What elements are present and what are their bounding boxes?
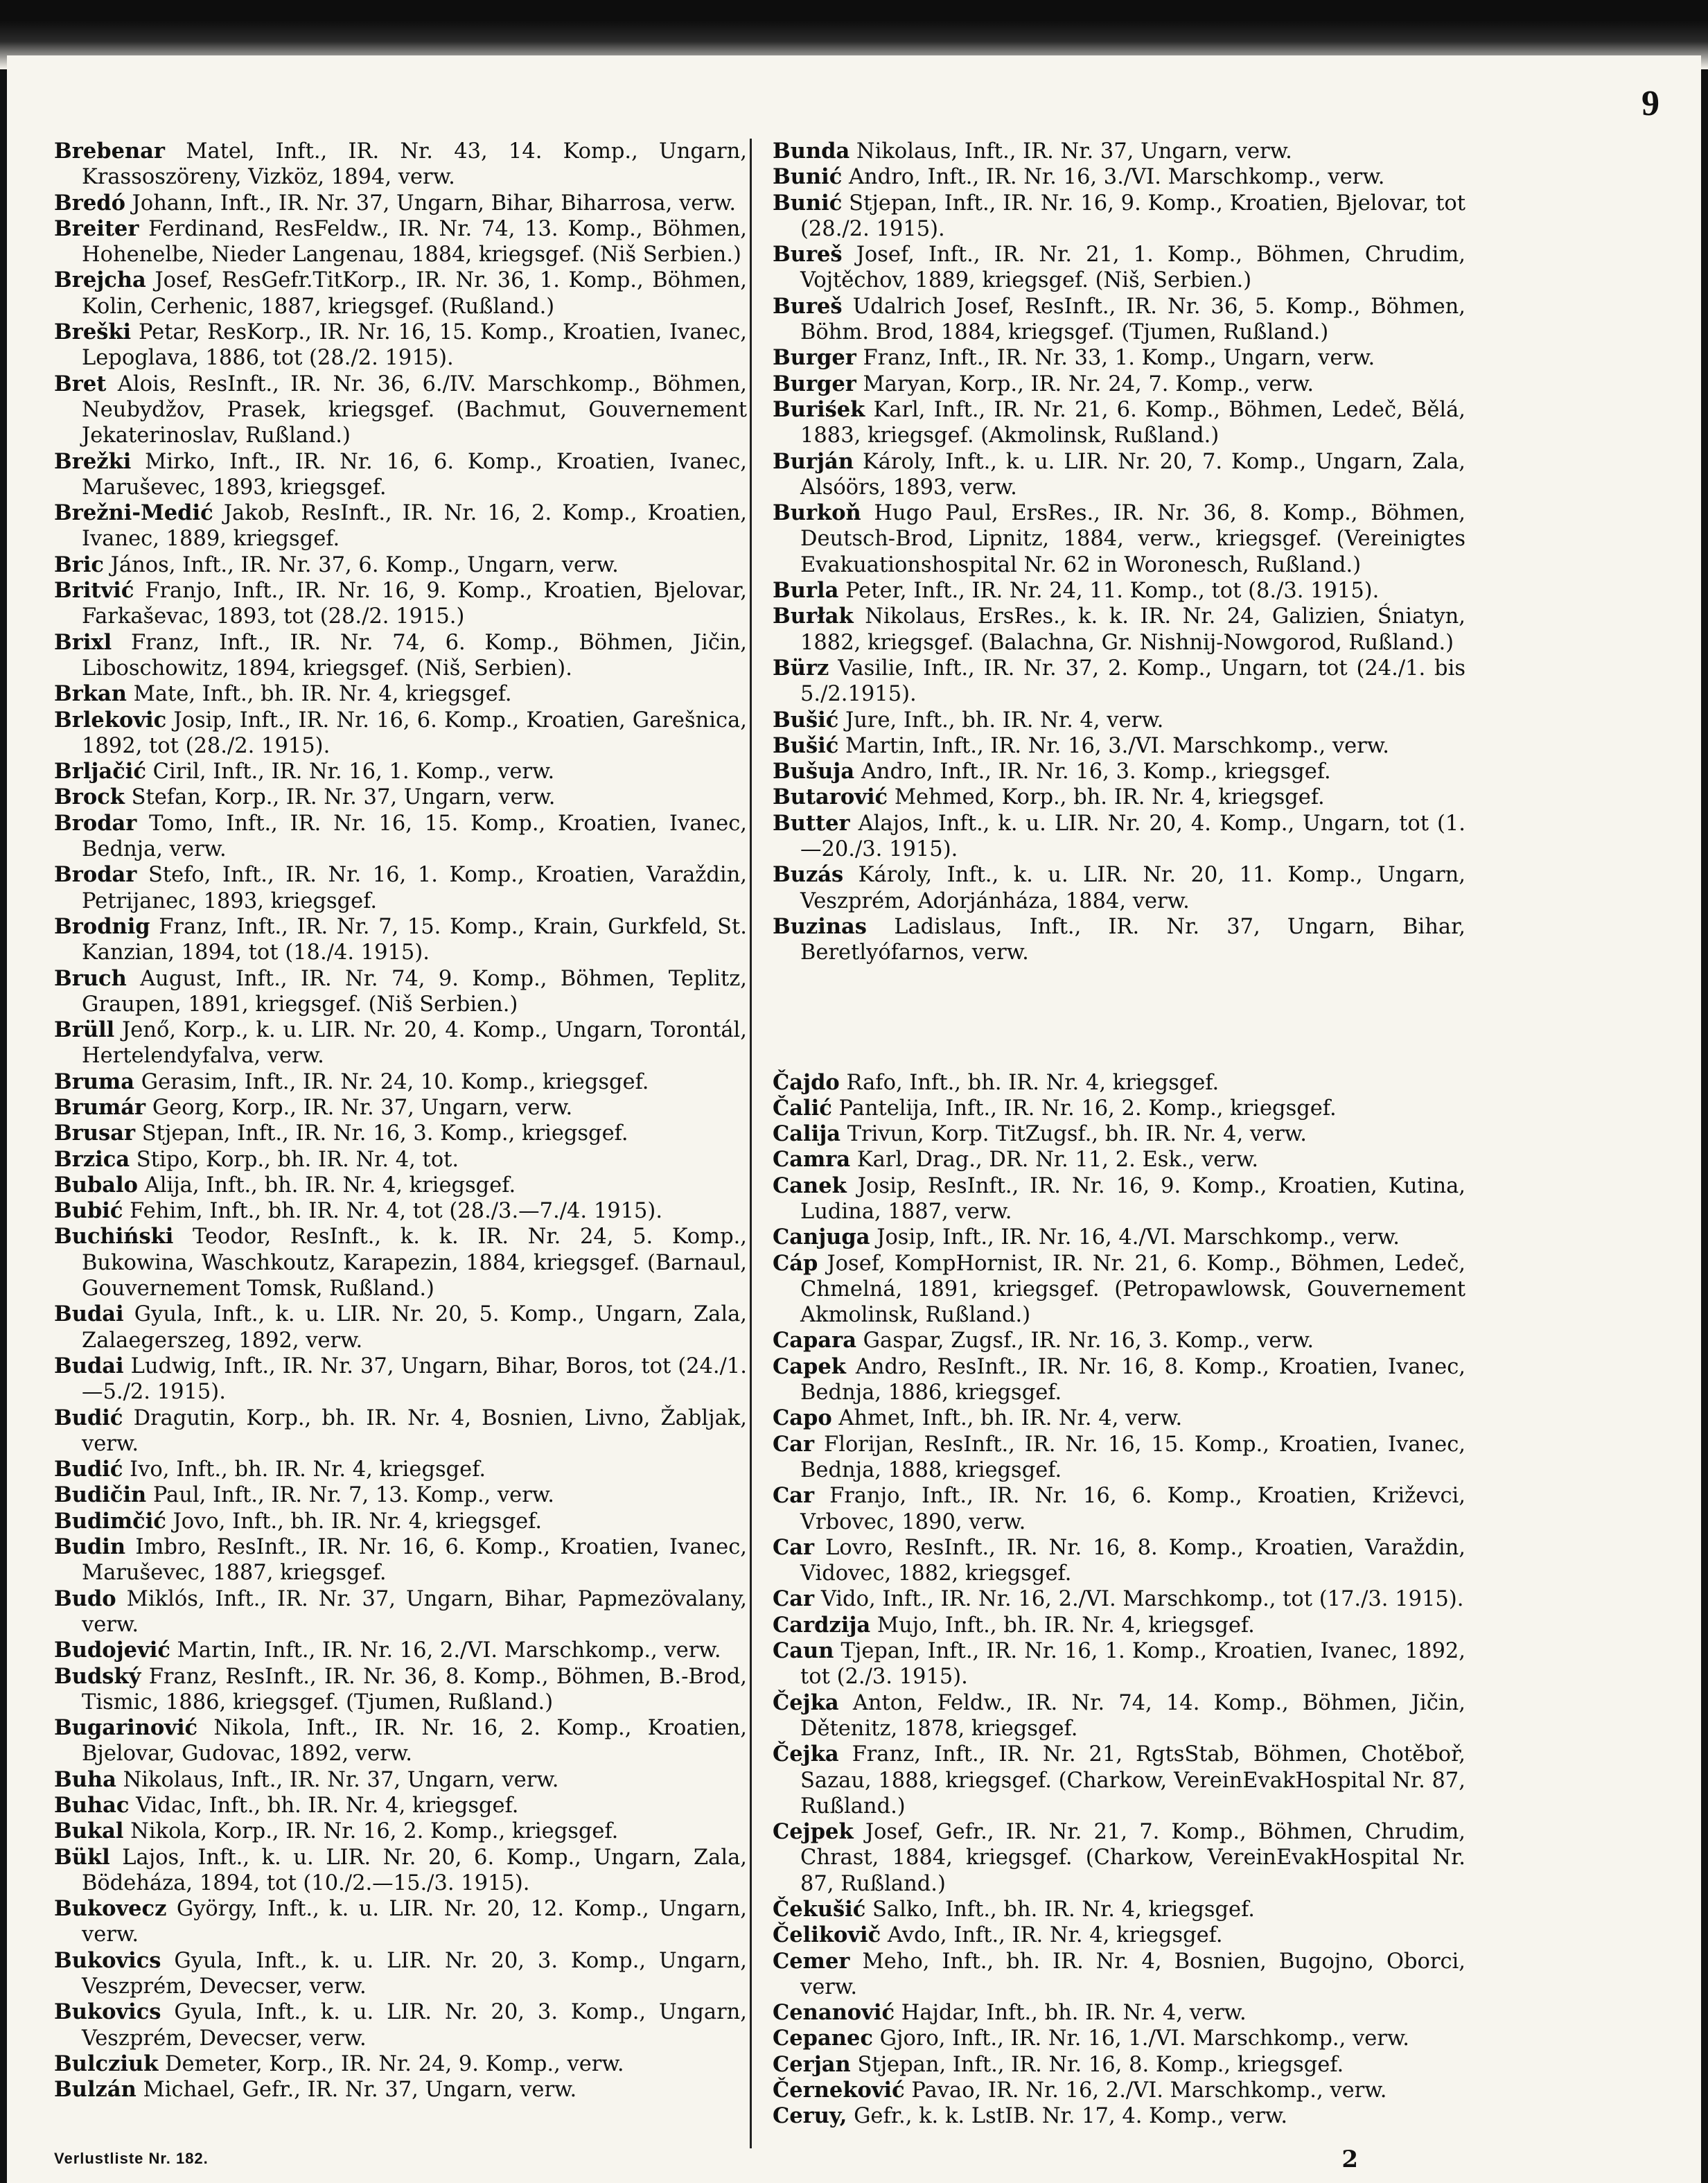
list-entry xyxy=(54,1405,747,1457)
list-entry xyxy=(54,1457,747,1482)
entry-details: Vido, Inft., IR. Nr. 16, 2./VI. Marschkomp., tot (17./3. 1915). xyxy=(820,1587,1464,1612)
list-entry xyxy=(54,630,747,682)
entry-surname: Breški xyxy=(54,319,132,345)
entry-surname: Budo xyxy=(54,1586,116,1611)
entry-surname: Brumár xyxy=(54,1094,146,1120)
entry-details: Mate, Inft., bh. IR. Nr. 4, kriegsgef. xyxy=(133,682,512,707)
entry-surname: Budai xyxy=(54,1301,124,1327)
list-entry xyxy=(773,578,1465,604)
page-sheet xyxy=(7,55,1701,2183)
entry-surname: Brežni-Medić xyxy=(54,500,213,526)
entry-surname: Bredó xyxy=(54,190,125,216)
entry-surname: Bric xyxy=(54,552,105,577)
entry-details: Nikolaus, Inft., IR. Nr. 37, Ungarn, verw. xyxy=(123,1767,559,1792)
entry-details: Josef, ResGefr.TitKorp., IR. Nr. 36, 1. Komp., Böhmen, Kolin, Cerhenic, 1887, kriegsgef. (Rußland.) xyxy=(82,268,747,319)
entry-surname: Černeković xyxy=(773,2078,905,2103)
list-entry xyxy=(54,1069,747,1095)
list-entry xyxy=(54,1482,747,1508)
list-entry xyxy=(54,1121,747,1146)
entry-surname: Ceruy, xyxy=(773,2103,847,2129)
list-entry xyxy=(54,1017,747,1069)
list-entry xyxy=(54,500,747,552)
entry-details: Vasilie, Inft., IR. Nr. 37, 2. Komp., Ungarn, tot (24./1. bis 5./2.1915). xyxy=(800,656,1465,707)
list-entry xyxy=(773,1096,1465,1121)
entry-details: Josip, ResInft., IR. Nr. 16, 9. Komp., Kroatien, Kutina, Ludina, 1887, verw. xyxy=(800,1173,1465,1224)
list-entry xyxy=(773,449,1465,501)
list-entry xyxy=(773,1535,1465,1587)
entry-surname: Bulcziuk xyxy=(54,2051,159,2076)
list-entry xyxy=(773,500,1465,578)
entry-surname: Brlekovic xyxy=(54,707,167,733)
list-entry xyxy=(54,681,747,707)
entry-details: Károly, Inft., k. u. LIR. Nr. 20, 7. Komp., Ungarn, Zala, Alsóörs, 1893, verw. xyxy=(800,449,1465,500)
list-entry xyxy=(54,1586,747,1638)
entry-details: György, Inft., k. u. LIR. Nr. 20, 12. Komp., Ungarn, verw. xyxy=(82,1897,747,1947)
entry-details: Alija, Inft., bh. IR. Nr. 4, kriegsgef. xyxy=(144,1173,516,1198)
entry-surname: Čalić xyxy=(773,1095,832,1121)
entry-details: Ladislaus, Inft., IR. Nr. 37, Ungarn, Bihar, Beretlyófarnos, verw. xyxy=(800,914,1465,965)
entry-details: Paul, Inft., IR. Nr. 7, 13. Komp., verw. xyxy=(152,1483,554,1508)
entry-surname: Bušuja xyxy=(773,759,855,784)
entry-details: Ferdinand, ResFeldw., IR. Nr. 74, 13. Komp., Böhmen, Hohenelbe, Nieder Langenau, 1884, kriegsgef. (Niš Serbien.) xyxy=(82,216,747,268)
list-entry xyxy=(773,294,1465,346)
entry-details: Dragutin, Korp., bh. IR. Nr. 4, Bosnien, Livno, Žabljak, verw. xyxy=(82,1405,747,1456)
entry-details: Josip, Inft., IR. Nr. 16, 6. Komp., Kroatien, Garešnica, 1892, tot (28./2. 1915). xyxy=(82,708,747,758)
entry-surname: Bukovecz xyxy=(54,1896,167,1922)
entry-surname: Bret xyxy=(54,371,107,396)
list-entry xyxy=(773,1173,1465,1225)
list-entry xyxy=(773,1251,1465,1329)
entry-details: Petar, ResKorp., IR. Nr. 16, 15. Komp., Kroatien, Ivanec, Lepoglava, 1886, tot (28./2. 1915). xyxy=(82,320,748,371)
list-entry xyxy=(54,1301,747,1353)
entry-details: Jenő, Korp., k. u. LIR. Nr. 20, 4. Komp., Ungarn, Torontál, Hertelendyfalva, verw. xyxy=(82,1018,747,1069)
list-entry xyxy=(773,1432,1465,1484)
list-entry xyxy=(773,139,1465,164)
entry-details: Josef, Inft., IR. Nr. 21, 1. Komp., Böhmen, Chrudim, Vojtěchov, 1889, kriegsgef. (Niš, Serbien.) xyxy=(800,243,1465,293)
entry-details: Miklós, Inft., IR. Nr. 37, Ungarn, Bihar, Papmezövalany, verw. xyxy=(82,1586,747,1637)
entry-surname: Buha xyxy=(54,1766,116,1792)
entry-details: Georg, Korp., IR. Nr. 37, Ungarn, verw. xyxy=(152,1095,573,1120)
list-entry xyxy=(54,1948,747,2000)
entry-details: Nikolaus, ErsRes., k. k. IR. Nr. 24, Galizien, Śniatyn, 1882, kriegsgef. (Balachna, Gr. Nishnij-Nowgorod, Rußland.) xyxy=(800,604,1466,655)
list-entry xyxy=(773,1147,1465,1173)
entry-surname: Bürz xyxy=(773,655,829,681)
entry-details: Lovro, ResInft., IR. Nr. 16, 8. Komp., Kroatien, Varaždin, Vidovec, 1882, kriegsgef. xyxy=(800,1535,1465,1586)
entry-surname: Cemer xyxy=(773,1948,850,1974)
list-entry xyxy=(54,552,747,578)
entry-details: Anton, Feldw., IR. Nr. 74, 14. Komp., Böhmen, Jičin, Dětenitz, 1878, kriegsgef. xyxy=(800,1690,1465,1741)
entry-surname: Buchiński xyxy=(54,1224,174,1250)
list-entry xyxy=(773,1922,1465,1948)
list-entry xyxy=(773,1613,1465,1638)
entry-surname: Burłak xyxy=(773,604,854,629)
entry-details: Demeter, Korp., IR. Nr. 24, 9. Komp., verw. xyxy=(165,2051,624,2076)
entry-details: Mirko, Inft., IR. Nr. 16, 6. Komp., Kroatien, Ivanec, Maruševec, 1893, kriegsgef. xyxy=(82,449,748,500)
entry-surname: Burla xyxy=(773,578,839,604)
entry-surname: Canjuga xyxy=(773,1225,870,1250)
list-entry xyxy=(54,1845,747,1897)
entry-surname: Calija xyxy=(773,1121,841,1147)
entry-details: Franz, Inft., IR. Nr. 21, RgtsStab, Böhmen, Chotěboř, Sazau, 1888, kriegsgef. (Charkow, VereinEvakHospital Nr. 87, Rußland.) xyxy=(800,1742,1466,1818)
right-column xyxy=(773,139,1465,2130)
entry-details: Fehim, Inft., bh. IR. Nr. 4, tot (28./3.—7./4. 1915). xyxy=(130,1199,663,1224)
entry-surname: Bunić xyxy=(773,164,843,190)
list-entry xyxy=(773,345,1465,371)
entry-details: Jure, Inft., bh. IR. Nr. 4, verw. xyxy=(845,708,1164,733)
left-column xyxy=(54,139,747,2103)
list-entry xyxy=(54,1818,747,1844)
list-entry xyxy=(773,191,1465,243)
list-entry xyxy=(773,1483,1465,1535)
entry-details: Michael, Gefr., IR. Nr. 37, Ungarn, verw. xyxy=(143,2078,577,2103)
list-entry xyxy=(773,2103,1465,2129)
entry-details: Gerasim, Inft., IR. Nr. 24, 10. Komp., kriegsgef. xyxy=(141,1069,649,1094)
entry-surname: Britvić xyxy=(54,578,134,604)
entry-details: Franz, Inft., IR. Nr. 33, 1. Komp., Ungarn, verw. xyxy=(863,346,1375,371)
entry-surname: Butter xyxy=(773,810,850,836)
list-entry xyxy=(773,1949,1465,2001)
entry-surname: Bükl xyxy=(54,1844,110,1870)
list-entry xyxy=(54,862,747,914)
list-entry xyxy=(773,733,1465,759)
entry-surname: Bukovics xyxy=(54,1947,161,1973)
entry-surname: Budojević xyxy=(54,1638,170,1663)
entry-surname: Capo xyxy=(773,1405,832,1431)
entry-details: Stipo, Korp., bh. IR. Nr. 4, tot. xyxy=(136,1147,459,1172)
list-entry xyxy=(773,708,1465,733)
entry-surname: Budić xyxy=(54,1457,123,1482)
list-entry xyxy=(54,1664,747,1716)
list-entry xyxy=(54,139,747,191)
entry-surname: Budin xyxy=(54,1534,126,1560)
entry-surname: Cáp xyxy=(773,1250,818,1276)
list-entry xyxy=(773,862,1465,914)
list-entry xyxy=(54,449,747,501)
entry-details: Alois, ResInft., IR. Nr. 36, 6./IV. Marschkomp., Böhmen, Neubydžov, Prasek, kriegsgef. (Bachmut, Gouvernement Jekaterinoslav, Rußland.) xyxy=(82,371,747,448)
entry-details: Ciril, Inft., IR. Nr. 16, 1. Komp., verw. xyxy=(152,760,555,784)
entry-surname: Cenanović xyxy=(773,2000,895,2026)
entry-details: Ivo, Inft., bh. IR. Nr. 4, kriegsgef. xyxy=(130,1457,486,1482)
entry-surname: Brejcha xyxy=(54,268,146,293)
footer-issue-label: Verlustliste Nr. 182. xyxy=(54,2150,209,2167)
entry-surname: Brüll xyxy=(54,1017,115,1043)
entry-details: August, Inft., IR. Nr. 74, 9. Komp., Böhmen, Teplitz, Graupen, 1891, kriegsgef. (Niš Serbien.) xyxy=(82,966,748,1017)
section-gap xyxy=(773,966,1465,1070)
entry-surname: Buhac xyxy=(54,1793,130,1818)
entry-surname: Brkan xyxy=(54,681,127,707)
entry-details: Gyula, Inft., k. u. LIR. Nr. 20, 3. Komp., Ungarn, Veszprém, Devecser, verw. xyxy=(82,1948,747,1999)
list-entry xyxy=(54,759,747,784)
list-entry xyxy=(773,1328,1465,1353)
entry-surname: Brixl xyxy=(54,629,112,655)
entry-details: Franjo, Inft., IR. Nr. 16, 9. Komp., Kroatien, Bjelovar, Farkaševac, 1893, tot (28./2. 1915.) xyxy=(82,579,747,629)
list-entry xyxy=(773,1070,1465,1096)
entry-surname: Bruma xyxy=(54,1069,135,1094)
list-entry xyxy=(773,1819,1465,1897)
list-entry xyxy=(54,1509,747,1534)
entry-surname: Brusar xyxy=(54,1121,136,1146)
entry-surname: Čejka xyxy=(773,1690,839,1715)
entry-details: Avdo, Inft., IR. Nr. 4, kriegsgef. xyxy=(887,1923,1223,1948)
entry-details: Johann, Inft., IR. Nr. 37, Ungarn, Bihar, Biharrosa, verw. xyxy=(132,191,737,216)
list-entry xyxy=(773,759,1465,784)
entry-details: Gefr., k. k. LstIB. Nr. 17, 4. Komp., verw. xyxy=(854,2104,1288,2129)
entry-details: Karl, Inft., IR. Nr. 21, 6. Komp., Böhmen, Ledeč, Bělá, 1883, kriegsgef. (Akmolinsk, Rußland.) xyxy=(800,397,1465,448)
entry-surname: Burján xyxy=(773,448,854,474)
list-entry xyxy=(773,2026,1465,2051)
list-entry xyxy=(773,1405,1465,1431)
list-entry xyxy=(773,2078,1465,2103)
list-entry xyxy=(54,216,747,268)
entry-surname: Brodar xyxy=(54,810,137,836)
list-entry xyxy=(54,2051,747,2077)
entry-details: Josef, KompHornist, IR. Nr. 21, 6. Komp., Böhmen, Ledeč, Chmelná, 1891, kriegsgef. (Petropawlowsk, Gouvernement Akmolinsk, Rußland.) xyxy=(800,1251,1465,1328)
list-entry xyxy=(54,1896,747,1948)
entry-surname: Bukal xyxy=(54,1818,124,1844)
list-entry xyxy=(773,1690,1465,1742)
entry-details: Stjepan, Inft., IR. Nr. 16, 9. Komp., Kroatien, Bjelovar, tot (28./2. 1915). xyxy=(800,191,1465,241)
entry-surname: Burkoň xyxy=(773,500,861,526)
entry-details: Lajos, Inft., k. u. LIR. Nr. 20, 6. Komp., Ungarn, Zala, Bödeháza, 1894, tot (10./2.—15./3. 1915). xyxy=(82,1845,747,1895)
entry-surname: Budičin xyxy=(54,1482,147,1508)
entry-details: Nikola, Inft., IR. Nr. 16, 2. Komp., Kroatien, Bjelovar, Gudovac, 1892, verw. xyxy=(82,1716,747,1766)
page-number: 9 xyxy=(1641,84,1659,123)
list-entry xyxy=(54,371,747,449)
entry-details: Salko, Inft., bh. IR. Nr. 4, kriegsgef. xyxy=(872,1897,1255,1922)
list-entry xyxy=(773,2000,1465,2026)
entry-details: Gjoro, Inft., IR. Nr. 16, 1./VI. Marschkomp., verw. xyxy=(879,2026,1410,2051)
list-entry xyxy=(773,242,1465,294)
list-entry xyxy=(54,319,747,371)
entry-surname: Breiter xyxy=(54,216,139,241)
entry-details: Stjepan, Inft., IR. Nr. 16, 8. Komp., kriegsgef. xyxy=(857,2052,1344,2077)
list-entry xyxy=(54,1534,747,1586)
entry-surname: Bukovics xyxy=(54,1999,161,2025)
entry-details: Pavao, IR. Nr. 16, 2./VI. Marschkomp., verw. xyxy=(911,2078,1387,2103)
entry-details: Tomo, Inft., IR. Nr. 16, 15. Komp., Kroatien, Ivanec, Bednja, verw. xyxy=(82,811,747,862)
list-entry xyxy=(773,1897,1465,1922)
entry-details: Károly, Inft., k. u. LIR. Nr. 20, 11. Komp., Ungarn, Veszprém, Adorjánháza, 1884, verw. xyxy=(800,863,1465,913)
entry-details: Udalrich Josef, ResInft., IR. Nr. 36, 5. Komp., Böhmen, Böhm. Brod, 1884, kriegsgef. (Tjumen, Rußland.) xyxy=(800,294,1465,345)
list-entry xyxy=(54,784,747,810)
entry-details: Jakob, ResInft., IR. Nr. 16, 2. Komp., Kroatien, Ivanec, 1889, kriegsgef. xyxy=(82,501,747,552)
entry-surname: Čajdo xyxy=(773,1069,840,1095)
entry-details: Meho, Inft., bh. IR. Nr. 4, Bosnien, Bugojno, Oborci, verw. xyxy=(800,1949,1465,1999)
entry-surname: Brock xyxy=(54,784,125,810)
entry-surname: Canek xyxy=(773,1173,847,1198)
entry-details: Andro, ResInft., IR. Nr. 16, 8. Komp., Kroatien, Ivanec, Bednja, 1886, kriegsgef. xyxy=(800,1354,1465,1405)
list-entry xyxy=(54,914,747,966)
entry-surname: Brodar xyxy=(54,862,137,888)
entry-surname: Brljačić xyxy=(54,759,146,784)
list-entry xyxy=(54,1173,747,1198)
entry-details: Andro, Inft., IR. Nr. 16, 3./VI. Marschkomp., verw. xyxy=(849,165,1385,190)
list-entry xyxy=(54,2077,747,2103)
list-entry xyxy=(54,1715,747,1767)
entry-surname: Budský xyxy=(54,1663,141,1689)
entry-surname: Brodnig xyxy=(54,913,150,939)
entry-surname: Bunda xyxy=(773,139,850,164)
entry-details: Mujo, Inft., bh. IR. Nr. 4, kriegsgef. xyxy=(877,1613,1255,1638)
list-entry xyxy=(773,1354,1465,1406)
list-entry xyxy=(54,811,747,863)
list-entry xyxy=(54,268,747,319)
entry-details: Hajdar, Inft., bh. IR. Nr. 4, verw. xyxy=(901,2001,1247,2026)
list-entry xyxy=(773,1121,1465,1147)
entry-details: Peter, Inft., IR. Nr. 24, 11. Komp., tot (8./3. 1915). xyxy=(845,579,1380,604)
entry-surname: Bugarinović xyxy=(54,1715,198,1741)
entry-details: Teodor, ResInft., k. k. IR. Nr. 24, 5. Komp., Bukowina, Waschkoutz, Karapezin, 1884, kriegsgef. (Barnaul, Gouvernement Tomsk, Rußland.) xyxy=(82,1225,747,1301)
entry-surname: Brežki xyxy=(54,448,132,474)
entry-details: János, Inft., IR. Nr. 37, 6. Komp., Ungarn, verw. xyxy=(110,552,619,577)
entry-surname: Brzica xyxy=(54,1146,130,1172)
entry-details: Franz, ResInft., IR. Nr. 36, 8. Komp., Böhmen, B.-Brod, Tismic, 1886, kriegsgef. (Tjumen, Rußland.) xyxy=(82,1664,748,1715)
entry-details: Maryan, Korp., IR. Nr. 24, 7. Komp., verw. xyxy=(863,371,1314,396)
entry-details: Ludwig, Inft., IR. Nr. 37, Ungarn, Bihar, Boros, tot (24./1.—5./2. 1915). xyxy=(82,1353,747,1405)
list-entry xyxy=(773,2052,1465,2078)
entry-surname: Budai xyxy=(54,1353,124,1378)
entry-details: Vidac, Inft., bh. IR. Nr. 4, kriegsgef. xyxy=(136,1794,519,1818)
entry-surname: Burger xyxy=(773,371,856,396)
entry-details: Jovo, Inft., bh. IR. Nr. 4, kriegsgef. xyxy=(173,1509,543,1534)
entry-surname: Buzinas xyxy=(773,913,867,939)
entry-surname: Budić xyxy=(54,1405,123,1430)
list-entry xyxy=(54,578,747,630)
entry-details: Franz, Inft., IR. Nr. 74, 6. Komp., Böhmen, Jičin, Liboschowitz, 1894, kriegsgef. (Niš, Serbien). xyxy=(82,630,747,681)
entry-details: Gyula, Inft., k. u. LIR. Nr. 20, 3. Komp., Ungarn, Veszprém, Devecser, verw. xyxy=(82,2000,747,2051)
entry-surname: Bureš xyxy=(773,293,843,319)
entry-surname: Bruch xyxy=(54,965,127,991)
entry-surname: Bubalo xyxy=(54,1172,138,1198)
entry-surname: Butarović xyxy=(773,784,888,810)
entry-surname: Caun xyxy=(773,1638,834,1664)
list-entry xyxy=(773,164,1465,190)
list-entry xyxy=(773,656,1465,708)
entry-details: Hugo Paul, ErsRes., IR. Nr. 36, 8. Komp., Böhmen, Deutsch-Brod, Lipnitz, 1884, verw., kriegsgef. (Vereinigtes Evakuationshospital Nr. 62 in Woronesch, Rußland.) xyxy=(800,501,1465,577)
entry-details: Franjo, Inft., IR. Nr. 16, 6. Komp., Kroatien, Križevci, Vrbovec, 1890, verw. xyxy=(800,1484,1465,1534)
entry-surname: Čekušić xyxy=(773,1897,866,1922)
entry-details: Rafo, Inft., bh. IR. Nr. 4, kriegsgef. xyxy=(846,1070,1220,1095)
entry-details: Pantelija, Inft., IR. Nr. 16, 2. Komp., kriegsgef. xyxy=(838,1096,1337,1121)
entry-surname: Bureš xyxy=(773,242,843,268)
entry-details: Josip, Inft., IR. Nr. 16, 4./VI. Marschkomp., verw. xyxy=(877,1225,1400,1250)
entry-surname: Car xyxy=(773,1483,815,1509)
entry-details: Imbro, ResInft., IR. Nr. 16, 6. Komp., Kroatien, Ivanec, Maruševec, 1887, kriegsgef. xyxy=(82,1535,747,1586)
list-entry xyxy=(54,1793,747,1818)
entry-details: Matel, Inft., IR. Nr. 43, 14. Komp., Ungarn, Krassoszöreny, Vizköz, 1894, verw. xyxy=(82,139,747,190)
entry-details: Nikolaus, Inft., IR. Nr. 37, Ungarn, verw. xyxy=(856,139,1292,164)
signature-mark: 2 xyxy=(1341,2146,1358,2173)
list-entry xyxy=(54,1353,747,1405)
list-entry xyxy=(773,914,1465,966)
list-entry xyxy=(54,1147,747,1173)
entry-details: Nikola, Korp., IR. Nr. 16, 2. Komp., kriegsgef. xyxy=(130,1819,619,1844)
entry-surname: Cardzija xyxy=(773,1612,871,1638)
entry-surname: Capek xyxy=(773,1353,846,1379)
column-divider xyxy=(750,139,752,2148)
entry-details: Stefo, Inft., IR. Nr. 16, 1. Komp., Kroatien, Varaždin, Petrijanec, 1893, kriegsgef. xyxy=(82,863,747,913)
list-entry xyxy=(773,1225,1465,1250)
entry-surname: Buzás xyxy=(773,862,844,888)
entry-surname: Čelikovič xyxy=(773,1922,881,1948)
entry-details: Florijan, ResInft., IR. Nr. 16, 15. Komp., Kroatien, Ivanec, Bednja, 1888, kriegsgef. xyxy=(800,1432,1465,1482)
list-entry xyxy=(773,1638,1465,1690)
list-entry xyxy=(773,397,1465,449)
list-entry xyxy=(54,1224,747,1301)
entry-details: Karl, Drag., DR. Nr. 11, 2. Esk., verw. xyxy=(856,1148,1259,1173)
entry-details: Gaspar, Zugsf., IR. Nr. 16, 3. Komp., verw. xyxy=(863,1329,1314,1353)
entry-details: Franz, Inft., IR. Nr. 7, 15. Komp., Krain, Gurkfeld, St. Kanzian, 1894, tot (18./4. 1915). xyxy=(82,914,747,965)
right-column-section-c xyxy=(773,1070,1465,2130)
entry-surname: Buriśek xyxy=(773,396,865,422)
list-entry xyxy=(773,604,1465,656)
entry-surname: Bubić xyxy=(54,1198,123,1224)
entry-surname: Bušić xyxy=(773,733,839,758)
list-entry xyxy=(773,1742,1465,1819)
right-column-section-b xyxy=(773,139,1465,966)
entry-surname: Car xyxy=(773,1586,815,1612)
entry-details: Trivun, Korp. TitZugsf., bh. IR. Nr. 4, verw. xyxy=(847,1122,1307,1147)
list-entry xyxy=(54,966,747,1018)
entry-details: Alajos, Inft., k. u. LIR. Nr. 20, 4. Komp., Ungarn, tot (1.—20./3. 1915). xyxy=(800,811,1465,862)
entry-surname: Budimčić xyxy=(54,1508,166,1534)
entry-surname: Capara xyxy=(773,1328,856,1353)
entry-details: Ahmet, Inft., bh. IR. Nr. 4, verw. xyxy=(838,1406,1183,1431)
entry-surname: Cejpek xyxy=(773,1819,854,1845)
list-entry xyxy=(54,708,747,760)
entry-surname: Cepanec xyxy=(773,2026,873,2051)
entry-surname: Bunić xyxy=(773,190,843,216)
entry-details: Stjepan, Inft., IR. Nr. 16, 3. Komp., kriegsgef. xyxy=(141,1121,628,1146)
list-entry xyxy=(54,1767,747,1793)
entry-surname: Car xyxy=(773,1431,815,1457)
entry-surname: Burger xyxy=(773,345,856,371)
entry-surname: Brebenar xyxy=(54,139,165,164)
entry-surname: Cerjan xyxy=(773,2051,851,2077)
list-entry xyxy=(773,811,1465,863)
list-entry xyxy=(54,1095,747,1121)
entry-details: Andro, Inft., IR. Nr. 16, 3. Komp., kriegsgef. xyxy=(861,760,1331,784)
entry-details: Mehmed, Korp., bh. IR. Nr. 4, kriegsgef. xyxy=(894,785,1325,810)
entry-details: Martin, Inft., IR. Nr. 16, 3./VI. Marschkomp., verw. xyxy=(845,733,1389,758)
entry-surname: Car xyxy=(773,1534,815,1560)
list-entry xyxy=(773,784,1465,810)
entry-surname: Bušić xyxy=(773,707,839,733)
entry-details: Josef, Gefr., IR. Nr. 21, 7. Komp., Böhmen, Chrudim, Chrast, 1884, kriegsgef. (Charkow, VereinEvakHospital Nr. 87, Rußland.) xyxy=(800,1820,1465,1896)
entry-surname: Bulzán xyxy=(54,2077,137,2103)
list-entry xyxy=(54,1638,747,1663)
entry-details: Martin, Inft., IR. Nr. 16, 2./VI. Marschkomp., verw. xyxy=(177,1638,721,1663)
list-entry xyxy=(54,1198,747,1224)
entry-surname: Čejka xyxy=(773,1742,839,1767)
list-entry xyxy=(54,1999,747,2051)
entry-details: Gyula, Inft., k. u. LIR. Nr. 20, 5. Komp., Ungarn, Zala, Zalaegerszeg, 1892, verw. xyxy=(82,1302,747,1353)
entry-surname: Camra xyxy=(773,1147,851,1173)
list-entry xyxy=(773,1586,1465,1612)
list-entry xyxy=(54,191,747,216)
entry-details: Stefan, Korp., IR. Nr. 37, Ungarn, verw. xyxy=(131,785,556,810)
list-entry xyxy=(773,371,1465,397)
entry-details: Tjepan, Inft., IR. Nr. 16, 1. Komp., Kroatien, Ivanec, 1892, tot (2./3. 1915). xyxy=(800,1639,1465,1690)
